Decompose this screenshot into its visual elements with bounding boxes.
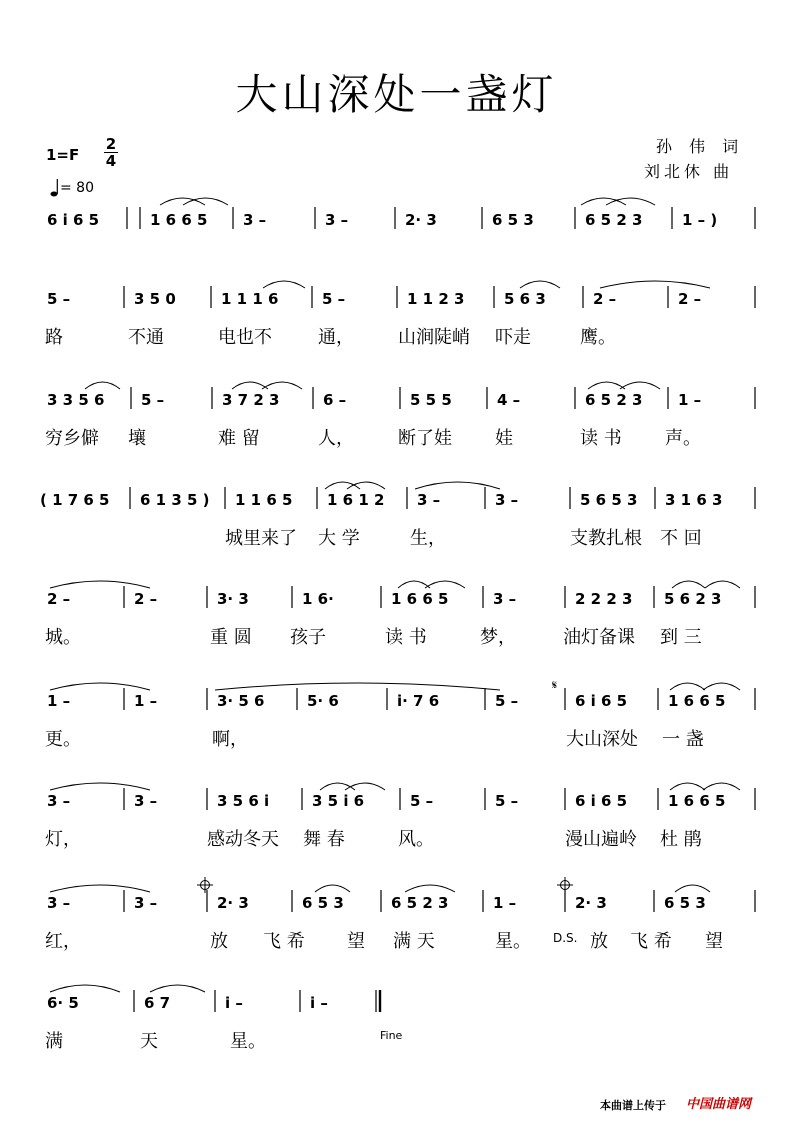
lyric-syllables: 不 回: [660, 528, 702, 549]
slur-tie: [262, 382, 302, 389]
measure-notes: 6 5 2 3: [585, 211, 643, 229]
slur-tie: [588, 382, 625, 389]
slur-tie: [215, 683, 500, 690]
lyric-syllables: 鹰。: [580, 327, 616, 348]
measure-notes: 2· 3: [575, 894, 607, 912]
slur-tie: [670, 783, 705, 790]
measure-notes: 5· 6: [307, 692, 339, 710]
lyric-syllables: 城里来了: [225, 528, 297, 549]
tempo-value: = 80: [60, 180, 94, 196]
lyric-syllables: 感动冬天: [207, 829, 279, 850]
measure-notes: 3 3 5 6: [47, 391, 105, 409]
measure-notes: 1 6·: [302, 590, 334, 608]
measure-notes: i· 7 6: [397, 692, 440, 710]
slur-tie: [672, 581, 705, 588]
measure-notes: 6 i 6 5: [575, 692, 628, 710]
measure-notes: ( 1 7 6 5: [40, 491, 110, 509]
measure-notes: 5 –: [410, 792, 434, 810]
lyric-syllables: 舞 春: [303, 829, 345, 850]
slur-tie: [620, 382, 660, 389]
measure-notes: 1 –: [134, 692, 158, 710]
measure-notes: 5 6 3: [504, 290, 546, 308]
measure-notes: 2· 3: [405, 211, 437, 229]
measure-notes: 3 5 6 i: [217, 792, 270, 810]
fine-mark: Fine: [380, 1029, 403, 1042]
measure-notes: 1 6 1 2: [327, 491, 385, 509]
measure-notes: 6· 5: [47, 994, 79, 1012]
lyric-syllables: 断了娃: [398, 428, 452, 449]
lyric-syllables: 梦，: [480, 627, 516, 648]
lyric-syllables: 杜 鹃: [660, 829, 702, 850]
slur-tie: [315, 885, 350, 892]
ds-mark: D.S.: [553, 931, 578, 945]
measure-notes: 5 6 5 3: [580, 491, 638, 509]
measure-notes: i –: [310, 994, 328, 1012]
lyric-syllables: 满 天: [393, 931, 435, 952]
measure-notes: 6 5 3: [492, 211, 534, 229]
measure-notes: 2 –: [134, 590, 158, 608]
key-signature: 1=F: [46, 146, 80, 164]
measure-notes: 2· 3: [217, 894, 249, 912]
measure-notes: 6 i 6 5: [47, 211, 100, 229]
lyric-syllables: 红，: [45, 931, 81, 952]
slur-tie: [703, 683, 740, 690]
lyric-syllables: 飞 希: [630, 931, 672, 952]
measure-notes: 3 5 0: [134, 290, 176, 308]
slur-tie: [50, 581, 150, 588]
measure-notes: 1 –: [678, 391, 702, 409]
slur-tie: [425, 581, 465, 588]
slur-tie: [347, 482, 385, 489]
lyric-syllables: 穷乡僻: [45, 428, 99, 449]
measure-notes: 2 2 2 3: [575, 590, 633, 608]
measure-notes: 5 –: [141, 391, 165, 409]
lyric-syllables: 望: [347, 931, 365, 952]
measure-notes: 5 –: [47, 290, 71, 308]
measure-notes: 1 6 6 5: [668, 792, 726, 810]
lyric-syllables: 吓走: [495, 327, 531, 348]
lyric-syllables: 生，: [410, 528, 446, 549]
lyric-syllables: 不通: [128, 327, 164, 348]
measure-notes: 1 – ): [682, 211, 718, 229]
measure-notes: 5 6 2 3: [664, 590, 722, 608]
footer-text: 本曲谱上传于: [600, 1099, 666, 1112]
lyric-syllables: 放: [210, 931, 228, 952]
lyric-syllables: 星。: [495, 931, 531, 952]
measure-notes: 3 –: [243, 211, 267, 229]
slur-tie: [232, 382, 268, 389]
slur-tie: [50, 885, 150, 892]
lyric-syllables: 声。: [665, 428, 701, 449]
measure-notes: 3· 5 6: [217, 692, 265, 710]
lyric-syllables: 放: [590, 931, 608, 952]
measure-notes: 1 –: [47, 692, 71, 710]
slur-tie: [50, 985, 120, 992]
lyric-syllables: 读 书: [385, 627, 427, 648]
lyric-syllables: 重 圆: [210, 627, 252, 648]
measure-notes: 6 5 3: [302, 894, 344, 912]
measure-notes: 3 1 6 3: [665, 491, 723, 509]
measure-notes: 3 –: [325, 211, 349, 229]
lyric-syllables: 风。: [398, 829, 434, 850]
measure-notes: 1 –: [493, 894, 517, 912]
lyric-syllables: 漫山遍岭: [565, 829, 637, 850]
lyric-syllables: 飞 希: [263, 931, 305, 952]
lyricist-credit: 孙 伟 词: [656, 137, 745, 156]
measure-notes: 6 5 3: [664, 894, 706, 912]
lyric-syllables: 油灯备课: [563, 627, 635, 648]
measure-notes: 3 –: [493, 590, 517, 608]
measure-notes: 3 7 2 3: [222, 391, 280, 409]
lyric-syllables: 读 书: [580, 428, 622, 449]
composer-credit: 刘北休 曲: [644, 162, 734, 181]
lyric-syllables: 啊，: [212, 729, 248, 750]
slur-tie: [320, 783, 355, 790]
measure-notes: 3· 3: [217, 590, 249, 608]
meter-bottom: 4: [105, 152, 117, 170]
measure-notes: 1 1 1 6: [221, 290, 279, 308]
lyric-syllables: 电也不: [218, 327, 272, 348]
lyric-syllables: 壤: [128, 428, 146, 449]
slur-tie: [50, 683, 150, 690]
slur-tie: [325, 482, 360, 489]
lyric-syllables: 大 学: [318, 528, 360, 549]
slur-tie: [398, 581, 430, 588]
measure-notes: 5 –: [495, 792, 519, 810]
site-logo: 中国曲谱网: [686, 1097, 752, 1112]
measure-notes: 3 –: [417, 491, 441, 509]
lyric-syllables: 孩子: [290, 627, 326, 648]
slur-tie: [600, 281, 710, 288]
measure-notes: 6 5 2 3: [391, 894, 449, 912]
lyric-syllables: 支教扎根: [570, 528, 642, 549]
measure-notes: 3 5 i 6: [312, 792, 365, 810]
slur-tie: [705, 581, 740, 588]
measure-notes: i –: [225, 994, 243, 1012]
measure-notes: 1 1 2 3: [407, 290, 465, 308]
measure-notes: 6 i 6 5: [575, 792, 628, 810]
lyric-syllables: 城。: [45, 627, 81, 648]
lyric-syllables: 天: [140, 1031, 158, 1052]
slur-tie: [670, 683, 705, 690]
slur-tie: [703, 783, 740, 790]
slur-tie: [345, 783, 385, 790]
lyric-syllables: 大山深处: [566, 729, 638, 750]
measure-notes: 5 –: [322, 290, 346, 308]
measure-notes: 5 5 5: [410, 391, 452, 409]
slur-tie: [415, 482, 500, 489]
lyric-syllables: 一 盏: [662, 729, 704, 750]
measure-notes: 1 6 6 5: [391, 590, 449, 608]
lyric-syllables: 满: [45, 1031, 63, 1052]
meter-top: 2: [105, 135, 117, 153]
lyric-syllables: 人，: [318, 428, 354, 449]
measure-notes: 2 –: [47, 590, 71, 608]
slur-tie: [50, 783, 150, 790]
lyric-syllables: 娃: [495, 428, 513, 449]
measure-notes: 5 –: [495, 692, 519, 710]
slur-tie: [263, 281, 305, 288]
lyric-syllables: 望: [705, 931, 723, 952]
measure-notes: 3 –: [134, 792, 158, 810]
lyric-syllables: 通，: [318, 327, 354, 348]
measure-notes: 3 –: [495, 491, 519, 509]
slur-tie: [85, 382, 120, 389]
measure-notes: 2 –: [678, 290, 702, 308]
measure-notes: 3 –: [134, 894, 158, 912]
lyric-syllables: 灯，: [45, 829, 81, 850]
measure-notes: 2 –: [593, 290, 617, 308]
lyric-syllables: 星。: [230, 1031, 266, 1052]
measure-notes: 6 –: [323, 391, 347, 409]
page-title: 大山深处一盏灯: [235, 70, 558, 119]
slur-tie: [405, 885, 455, 892]
slur-tie: [675, 885, 710, 892]
slur-tie: [150, 985, 205, 992]
measure-notes: 1 6 6 5: [668, 692, 726, 710]
measure-notes: 3 –: [47, 894, 71, 912]
measure-notes: 6 7: [144, 994, 171, 1012]
slur-tie: [520, 281, 560, 288]
measure-notes: 6 5 2 3: [585, 391, 643, 409]
lyric-syllables: 难 留: [218, 428, 260, 449]
measure-notes: 3 –: [47, 792, 71, 810]
lyric-syllables: 更。: [45, 729, 81, 750]
lyric-syllables: 路: [45, 327, 63, 348]
lyric-syllables: 山涧陡峭: [398, 327, 470, 348]
segno-icon: 𝄋: [552, 678, 558, 692]
measure-notes: 1 1 6 5: [235, 491, 293, 509]
measure-notes: 4 –: [497, 391, 521, 409]
measure-notes: 1 6 6 5: [150, 211, 208, 229]
lyric-syllables: 到 三: [660, 627, 702, 648]
measure-notes: 6 1 3 5 ): [140, 491, 210, 509]
